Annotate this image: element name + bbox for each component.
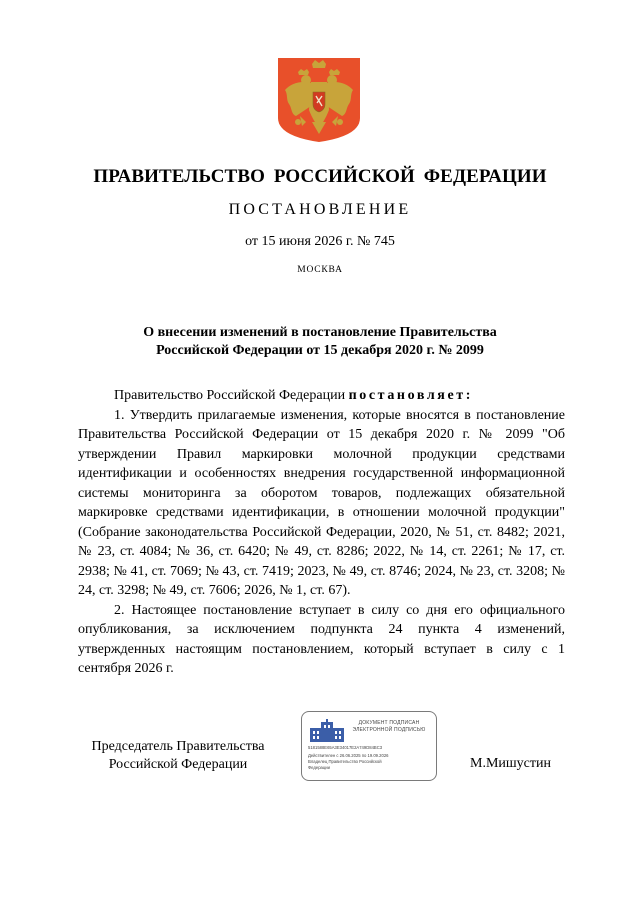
document-subject [0,324,640,360]
document-body [78,386,565,679]
item-1-paragraph: 1. Утвердить прилагаемые изменения, которые вносятся в постановление Правительства Российской Федерации от 15 декабря 2020 г. № 2099 "Об утверждении Правил маркировки молочной продукции средствами идентификации и особенностях внедрения государственной информационной системы мониторинга за оборотом товаров, подлежащих обязательной маркировке средствами идентификации, в отношении молочной продукции" (Собрание законодательства Российской Федерации, 2020, № 51, ст. 8482; 2021, № 23, ст. 4084; № 36, ст. 6420; № 49, ст. 8286; 2022, № 14, ст. 2261; № 17, ст. 2938; № 41, ст. 7069; № 43, ст. 7419; 2023, № 49, ст. 8746; 2024, № 23, ст. 3208; № 24, ст. 3298; № 49, ст. 7606; 2026, № 1, ст. 67). [78,407,565,598]
signer-position-line: Председатель Правительства [91,739,265,754]
document-date-number: от 15 июня 2026 г. № 745 [245,234,395,249]
stamp-title-line: ЭЛЕКТРОННОЙ ПОДПИСЬЮ [352,726,426,733]
signer-name: М.Мишустин [470,756,551,771]
stamp-owner-line: Владелец Правительство Российской [308,759,382,764]
stamp-owner-line: Федерации [308,765,330,770]
signer-position [78,738,278,774]
subject-line: О внесении изменений в постановление Правительства [143,325,497,340]
stamp-title [346,720,432,733]
coat-of-arms-icon [276,56,362,143]
stamp-validity: Действителен с 26.06.2025 по 19.09.2026 [308,753,389,758]
decree-word: постановляет: [348,388,473,403]
electronic-signature-stamp [301,711,437,781]
government-building-icon [307,718,347,744]
stamp-serial: 5181588E65A3E34017E2A749D84BC3 [308,745,383,750]
intro-text: Правительство Российской Федерации [114,388,349,403]
intro-paragraph [78,386,565,406]
signer-position-line: Российской Федерации [108,757,248,772]
government-title: ПРАВИТЕЛЬСТВО РОССИЙСКОЙ ФЕДЕРАЦИИ [93,166,547,187]
subject-line: Российской Федерации от 15 декабря 2020 г. № 2099 [156,343,484,358]
document-city: МОСКВА [297,265,343,275]
document-type: ПОСТАНОВЛЕНИЕ [228,201,412,218]
item-2-paragraph: 2. Настоящее постановление вступает в силу со дня его официального опубликования, за исключением подпункта 24 пункта 4 изменений, утвержденных настоящим постановлением, который вступает в силу с 1 сентября 2026 г. [78,602,565,676]
stamp-title-line: ДОКУМЕНТ ПОДПИСАН [358,720,420,726]
